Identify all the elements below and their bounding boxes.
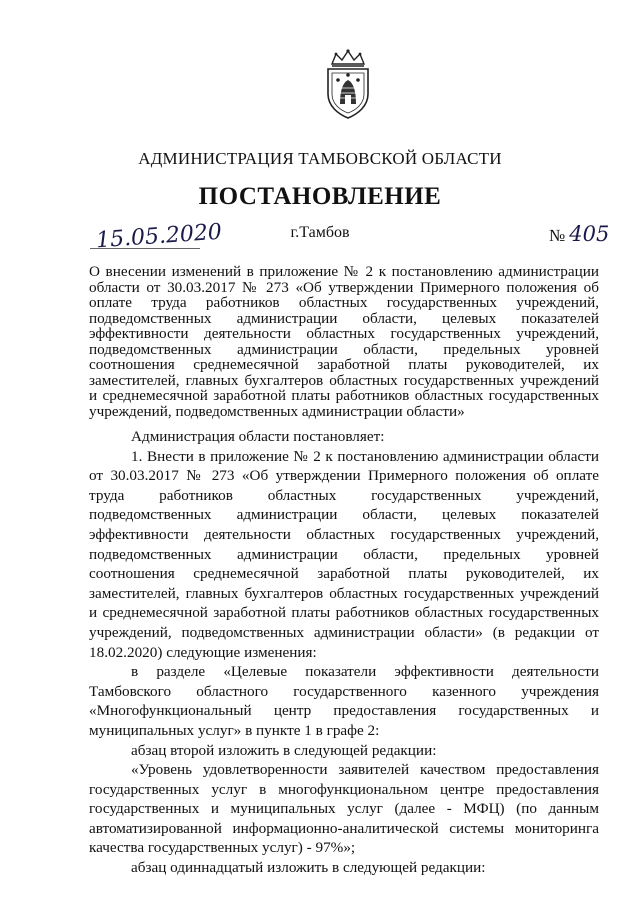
- paragraph: 1. Внести в приложение № 2 к постановлению администрации области от 30.03.2017 № 273 «Об утверждении Примерного положения об оплате труда работников областных государственных учреждений, подведомственных администрации области, целевых показателей эффективности деятельности областных государственных учреждений, подведомственных администрации области, предельных уровней соотношения среднемесячной заработной платы руководителей, их заместителей, главных бухгалтеров областных государственных учреждений и среднемесячной заработной платы работников областных государственных учреждений, подведомственных администрации области» (в редакции от 18.02.2020) следующие изменения:: [89, 447, 599, 661]
- document-type: ПОСТАНОВЛЕНИЕ: [198, 183, 442, 210]
- paragraph: в разделе «Целевые показатели эффективности деятельности Тамбовского областного государственного казенного учреждения «Многофункциональный центр предоставления государственных и муниципальных услуг» в пункте 1 в графе 2:: [89, 663, 599, 739]
- document-subject: О внесении изменений в приложение № 2 к постановлению администрации области от 30.03.2017 № 273 «Об утверждении Примерного положения об оплате труда работников областных государственных учреждений, подведомственных администрации области, целевых показателей эффективности деятельности областных государственных учреждений, подведомственных администрации области, предельных уровней соотношения среднемесячной заработной платы руководителей, их заместителей, главных бухгалтеров областных государственных учреждений и среднемесячной заработной платы работников областных государственных учреждений, подведомственных администрации области»: [89, 263, 599, 420]
- paragraph: абзац одиннадцатый изложить в следующей редакции:: [131, 859, 486, 877]
- paragraph: Администрация области постановляет:: [131, 428, 385, 445]
- document-number: [549, 222, 609, 246]
- document-date: 15.05.2020: [95, 219, 223, 254]
- document-city: г.Тамбов: [290, 224, 350, 241]
- paragraph: «Уровень удовлетворенности заявителей качеством предоставления государственных услуг в многофункциональном центре предоставления государственных и муниципальных услуг (далее - МФЦ) (по данным автоматизированной информационно-аналитической системы мониторинга качества государственных услуг) - 97%»;: [89, 761, 599, 857]
- document-body: [89, 427, 599, 878]
- organization-title: АДМИНИСТРАЦИЯ ТАМБОВСКОЙ ОБЛАСТИ: [138, 149, 502, 168]
- number-value: 405: [569, 222, 610, 246]
- coat-of-arms-icon: [318, 48, 378, 120]
- date-underline: [90, 248, 200, 249]
- number-sign: №: [549, 226, 566, 245]
- paragraph: абзац второй изложить в следующей редакции:: [131, 741, 437, 759]
